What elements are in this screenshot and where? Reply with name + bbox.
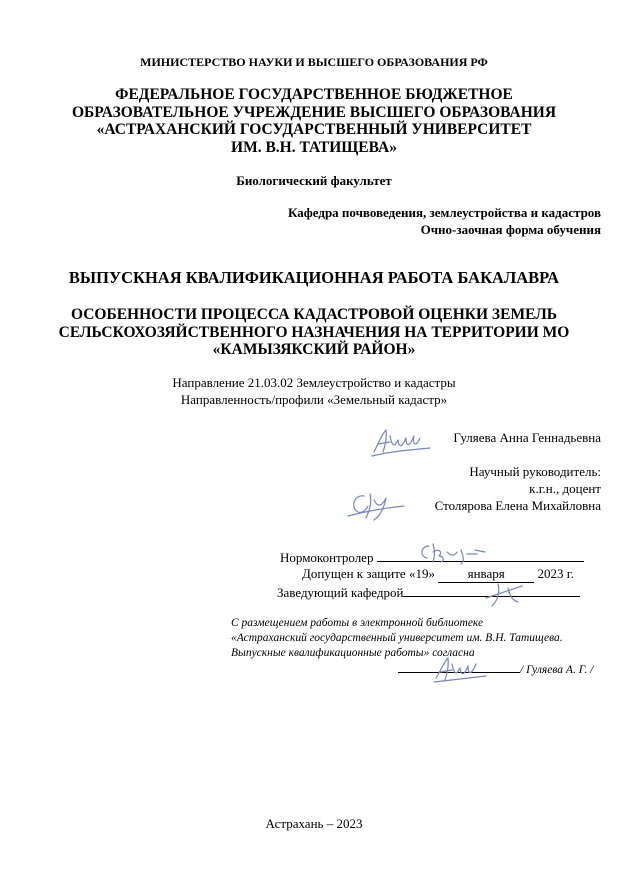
admission-day: 19 (415, 566, 429, 581)
thesis-title (0, 306, 628, 359)
work-type-heading: ВЫПУСКНАЯ КВАЛИФИКАЦИОННАЯ РАБОТА БАКАЛАВРА (68, 268, 560, 287)
university-line: «АСТРАХАНСКИЙ ГОСУДАРСТВЕННЫЙ УНИВЕРСИТЕТ (96, 121, 532, 138)
title-line: «КАМЫЗЯКСКИЙ РАЙОН» (212, 341, 416, 358)
consent-line: «Астраханский государственный университет им. В.Н. Татищева. (231, 632, 563, 644)
university-line: ФЕДЕРАЛЬНОЕ ГОСУДАРСТВЕННОЕ БЮДЖЕТНОЕ (115, 86, 513, 103)
author-name: Гуляева Анна Геннадьевна (453, 430, 601, 445)
head-of-department-label: Заведующий кафедрой (277, 585, 404, 600)
consent-signer: / Гуляева А. Г. / (520, 664, 594, 676)
supervisor-name: Столярова Елена Михайловна (434, 498, 601, 513)
supervisor-degree: к.г.н., доцент (529, 481, 601, 496)
supervisor-label: Научный руководитель: (469, 464, 601, 479)
normcontrol-signature (415, 540, 495, 568)
normcontrol-label: Нормоконтролер (280, 550, 374, 565)
department-name: Кафедра почвоведения, землеустройства и кадастров (288, 205, 601, 220)
consent-line: С размещением работы в электронной библиотеке (231, 617, 484, 629)
profile-text: Направленность/профили «Земельный кадастр» (180, 392, 448, 407)
library-consent (231, 616, 593, 678)
admission-quote-close: » (428, 566, 435, 581)
university-line: ИМ. В.Н. ТАТИЩЕВА» (231, 138, 397, 156)
author-signature (368, 422, 434, 462)
title-line: ОСОБЕННОСТИ ПРОЦЕССА КАДАСТРОВОЙ ОЦЕНКИ ЗЕМЕЛЬ (70, 306, 558, 323)
consent-signature-row (398, 661, 593, 678)
admission-year: 2023 г. (537, 566, 574, 581)
university-name (0, 86, 628, 156)
title-line: СЕЛЬСКОХОЗЯЙСТВЕННОГО НАЗНАЧЕНИЯ НА ТЕРРИТОРИИ МО (58, 323, 570, 341)
faculty-name: Биологический факультет (236, 173, 392, 188)
supervisor-signature (344, 486, 408, 526)
ministry-heading: МИНИСТЕРСТВО НАУКИ И ВЫСШЕГО ОБРАЗОВАНИЯ РФ (140, 55, 488, 69)
consent-signature (430, 654, 490, 686)
consent-line: Выпускные квалификационные работы» согласна (231, 647, 475, 659)
admission-label: Допущен к защите « (302, 566, 416, 581)
study-form: Очно-заочная форма обучения (420, 222, 601, 237)
admission-month: января (438, 566, 534, 583)
direction-text: Направление 21.03.02 Землеустройство и кадастры (172, 375, 456, 390)
head-of-department-row (277, 584, 580, 601)
city-year: Астрахань – 2023 (265, 816, 363, 831)
head-signature (478, 578, 534, 608)
university-line: ОБРАЗОВАТЕЛЬНОЕ УЧРЕЖДЕНИЕ ВЫСШЕГО ОБРАЗОВАНИЯ (71, 103, 557, 121)
